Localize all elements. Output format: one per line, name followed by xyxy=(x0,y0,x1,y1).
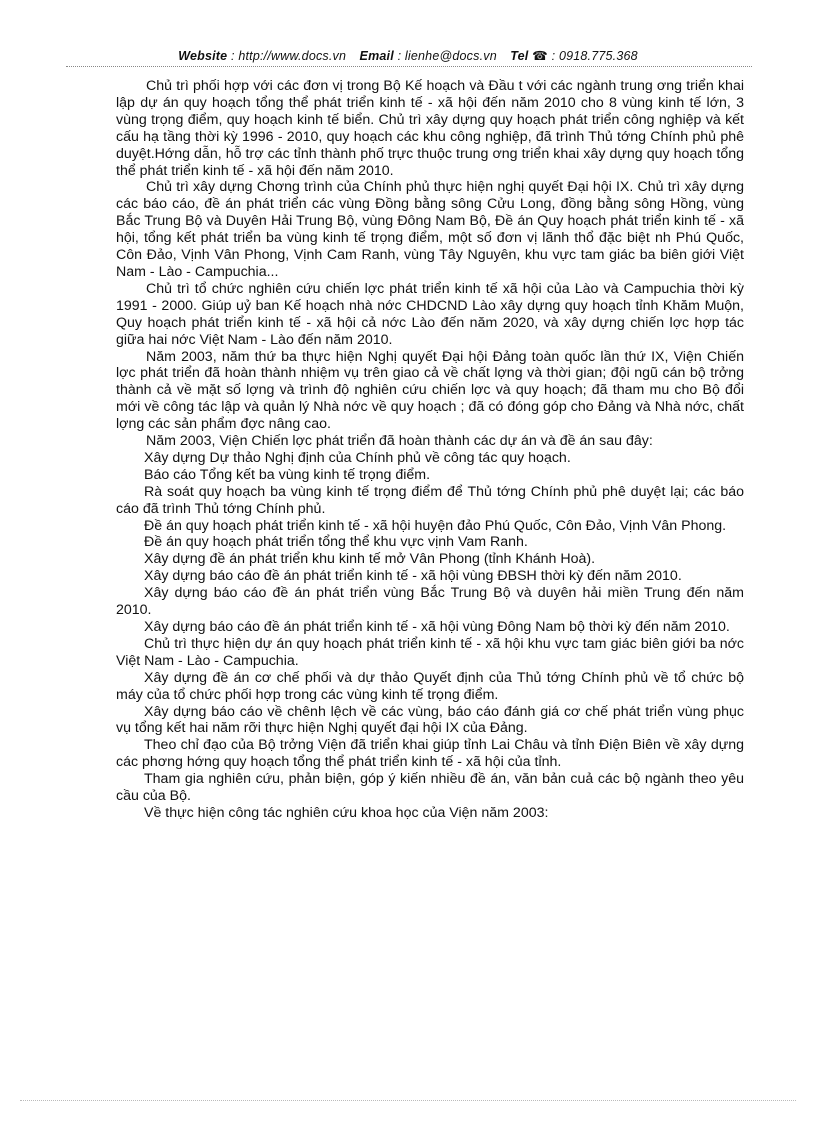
list-item: Xây dựng Dự thảo Nghị định của Chính phủ về công tác quy hoạch. xyxy=(144,449,571,466)
website-value[interactable]: : http://www.docs.vn xyxy=(230,49,347,63)
list-item: Đề án quy hoạch phát triển tổng thể khu vực vịnh Vam Ranh. xyxy=(144,534,528,551)
list-item: Xây dựng đề án phát triển khu kinh tế mở Vân Phong (tỉnh Khánh Hoà). xyxy=(144,551,596,568)
email-value[interactable]: : lienhe@docs.vn xyxy=(397,49,497,63)
paragraph: Năm 2003, năm thứ ba thực hiện Nghị quyết Đại hội Đảng toàn quốc lần thứ IX, Viện Chiến lợc phát triển đã hoàn thành nhiệm vụ trên giao cả về chất lợng và thời gian; đội ngũ cán bộ trởng thành cả về mặt số lợng và trình độ nghiên cứu chiến lợc và quy hoạch; đã tham mu cho Bộ đổi mới về công tác lập và quản lý Nhà nớc về quy hoạch ; đã có đóng góp cho Đảng và Nhà nớc, chất lợng các sản phẩm đợc nâng cao. xyxy=(116,348,744,433)
header-divider xyxy=(66,66,752,67)
list-item: Xây dựng đề án cơ chế phối và dự thảo Quyết định của Thủ tớng Chính phủ về tổ chức bộ máy của tổ chức phối hợp trong các vùng kinh tế trọng điểm. xyxy=(116,669,744,703)
website-label: Website xyxy=(178,49,228,63)
list-item: Báo cáo Tổng kết ba vùng kinh tế trọng điểm. xyxy=(144,466,431,483)
footer-divider xyxy=(20,1100,796,1101)
list-item: Đề án quy hoạch phát triển kinh tế - xã hội huyện đảo Phú Quốc, Côn Đảo, Vịnh Vân Phong. xyxy=(144,517,727,534)
document-body xyxy=(116,78,744,822)
list-item: Về thực hiện công tác nghiên cứu khoa học của Viện năm 2003: xyxy=(144,804,549,821)
list-item: Chủ trì thực hiện dự án quy hoạch phát triển kinh tế - xã hội khu vực tam giác biên giới ba nớc Việt Nam - Lào - Campuchia. xyxy=(116,635,744,669)
list-item: Tham gia nghiên cứu, phản biện, góp ý kiến nhiều đề án, văn bản cuả các bộ ngành theo yêu cầu của Bộ. xyxy=(116,771,744,805)
list-item: Xây dựng báo cáo đề án phát triển vùng Bắc Trung Bộ và duyên hải miền Trung đến năm 2010. xyxy=(116,585,744,619)
list-item: Rà soát quy hoạch ba vùng kinh tế trọng điểm để Thủ tớng Chính phủ phê duyệt lại; các báo cáo đã trình Thủ tớng Chính phủ. xyxy=(116,483,744,517)
page-header xyxy=(0,48,816,63)
phone-icon: ☎ xyxy=(532,49,548,63)
paragraph: Chủ trì phối hợp với các đơn vị trong Bộ Kế hoạch và Đầu t với các ngành trung ơng triển khai lập dự án quy hoạch tổng thể phát triển kinh tế - xã hội đến năm 2010 cho 8 vùng kinh tế lớn, 3 vùng trọng điểm, quy hoạch kinh tế biển. Chủ trì xây dựng quy hoạch phát triển công nghiệp và kết cấu hạ tầng thời kỳ 1996 - 2010, quy hoạch các khu công nghiệp, đã trình Thủ tớng Chính phủ phê duyệt.Hớng dẫn, hỗ trợ các tỉnh thành phố trực thuộc trung ơng triển khai xây dựng quy hoạch tổng thể phát triển kinh tế - xã hội đến năm 2010. xyxy=(116,78,744,179)
list-item: Xây dựng báo cáo đề án phát triển kinh tế - xã hội vùng ĐBSH thời kỳ đến năm 2010. xyxy=(144,568,682,585)
tel-value: : 0918.775.368 xyxy=(551,49,638,63)
paragraph: Chủ trì tổ chức nghiên cứu chiến lợc phát triển kinh tế xã hội của Lào và Campuchia thời kỳ 1991 - 2000. Giúp uỷ ban Kế hoạch nhà nớc CHDCND Lào xây dựng quy hoạch tỉnh Khăm Muộn, Quy hoạch phát triển kinh tế - xã hội cả nớc Lào đến năm 2020, và xây dựng chiến lợc hợp tác giữa hai nớc Việt Nam - Lào đến năm 2010. xyxy=(116,280,744,348)
list-item: Xây dựng báo cáo đề án phát triển kinh tế - xã hội vùng Đông Nam bộ thời kỳ đến năm 2010. xyxy=(144,619,730,635)
tel-label: Tel xyxy=(510,49,529,63)
paragraph: Năm 2003, Viện Chiến lợc phát triển đã hoàn thành các dự án và đề án sau đây: xyxy=(146,433,653,450)
list-item: Xây dựng báo cáo về chênh lệch về các vùng, báo cáo đánh giá cơ chế phát triển vùng phục vụ tổng kết hai năm rỡi thực hiện Nghị quyết đại hội IX của Đảng. xyxy=(116,703,744,737)
email-label: Email xyxy=(359,49,394,63)
paragraph: Chủ trì xây dựng Chơng trình của Chính phủ thực hiện nghị quyết Đại hội IX. Chủ trì xây dựng các báo cáo, đề án phát triển các vùng Đồng bằng sông Cửu Long, đồng bằng sông Hồng, vùng Bắc Trung Bộ và Duyên Hải Trung Bộ, vùng Đông Nam Bộ, Đề án Quy hoạch phát triển kinh tế - xã hội, tổng kết phát triển ba vùng kinh tế trọng điểm, một số đơn vị lãnh thổ đặc biệt nh Phú Quốc, Côn Đảo, Vịnh Vân Phong, Vịnh Cam Ranh, vùng Tây Nguyên, khu vực tam giác ba biên giới Việt Nam - Lào - Campuchia... xyxy=(116,179,744,280)
list-item: Theo chỉ đạo của Bộ trởng Viện đã triển khai giúp tỉnh Lai Châu và tỉnh Điện Biên về xây dựng các phơng hớng quy hoạch tổng thể phát triển kinh tế - xã hội của tỉnh. xyxy=(116,737,744,771)
